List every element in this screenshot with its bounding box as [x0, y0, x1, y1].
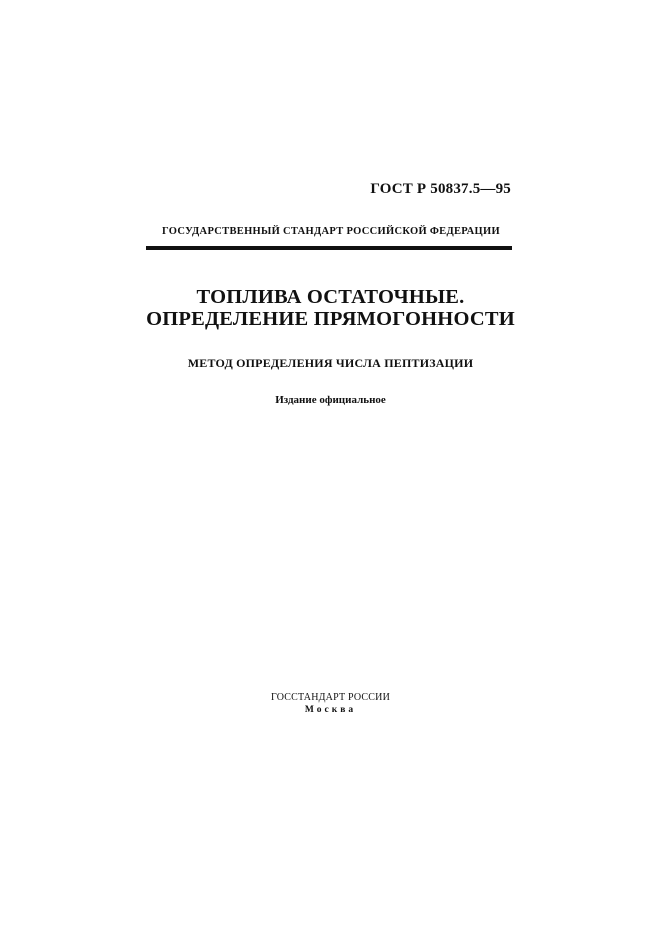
publisher-block — [0, 692, 661, 716]
document-subtitle: МЕТОД ОПРЕДЕЛЕНИЯ ЧИСЛА ПЕПТИЗАЦИИ — [187, 356, 474, 370]
title-line-2: ОПРЕДЕЛЕНИЕ ПРЯМОГОННОСТИ — [146, 308, 515, 330]
standard-header: ГОСУДАРСТВЕННЫЙ СТАНДАРТ РОССИЙСКОЙ ФЕДЕРАЦИИ — [162, 226, 500, 237]
document-number: ГОСТ Р 50837.5—95 — [370, 181, 511, 197]
edition-label: Издание официальное — [275, 394, 386, 406]
header-divider — [146, 246, 512, 250]
document-title — [0, 286, 661, 330]
publisher-city: Москва — [304, 705, 357, 715]
publisher-name: ГОССТАНДАРТ РОССИИ — [270, 692, 390, 703]
title-line-1: ТОПЛИВА ОСТАТОЧНЫЕ. — [196, 286, 465, 308]
